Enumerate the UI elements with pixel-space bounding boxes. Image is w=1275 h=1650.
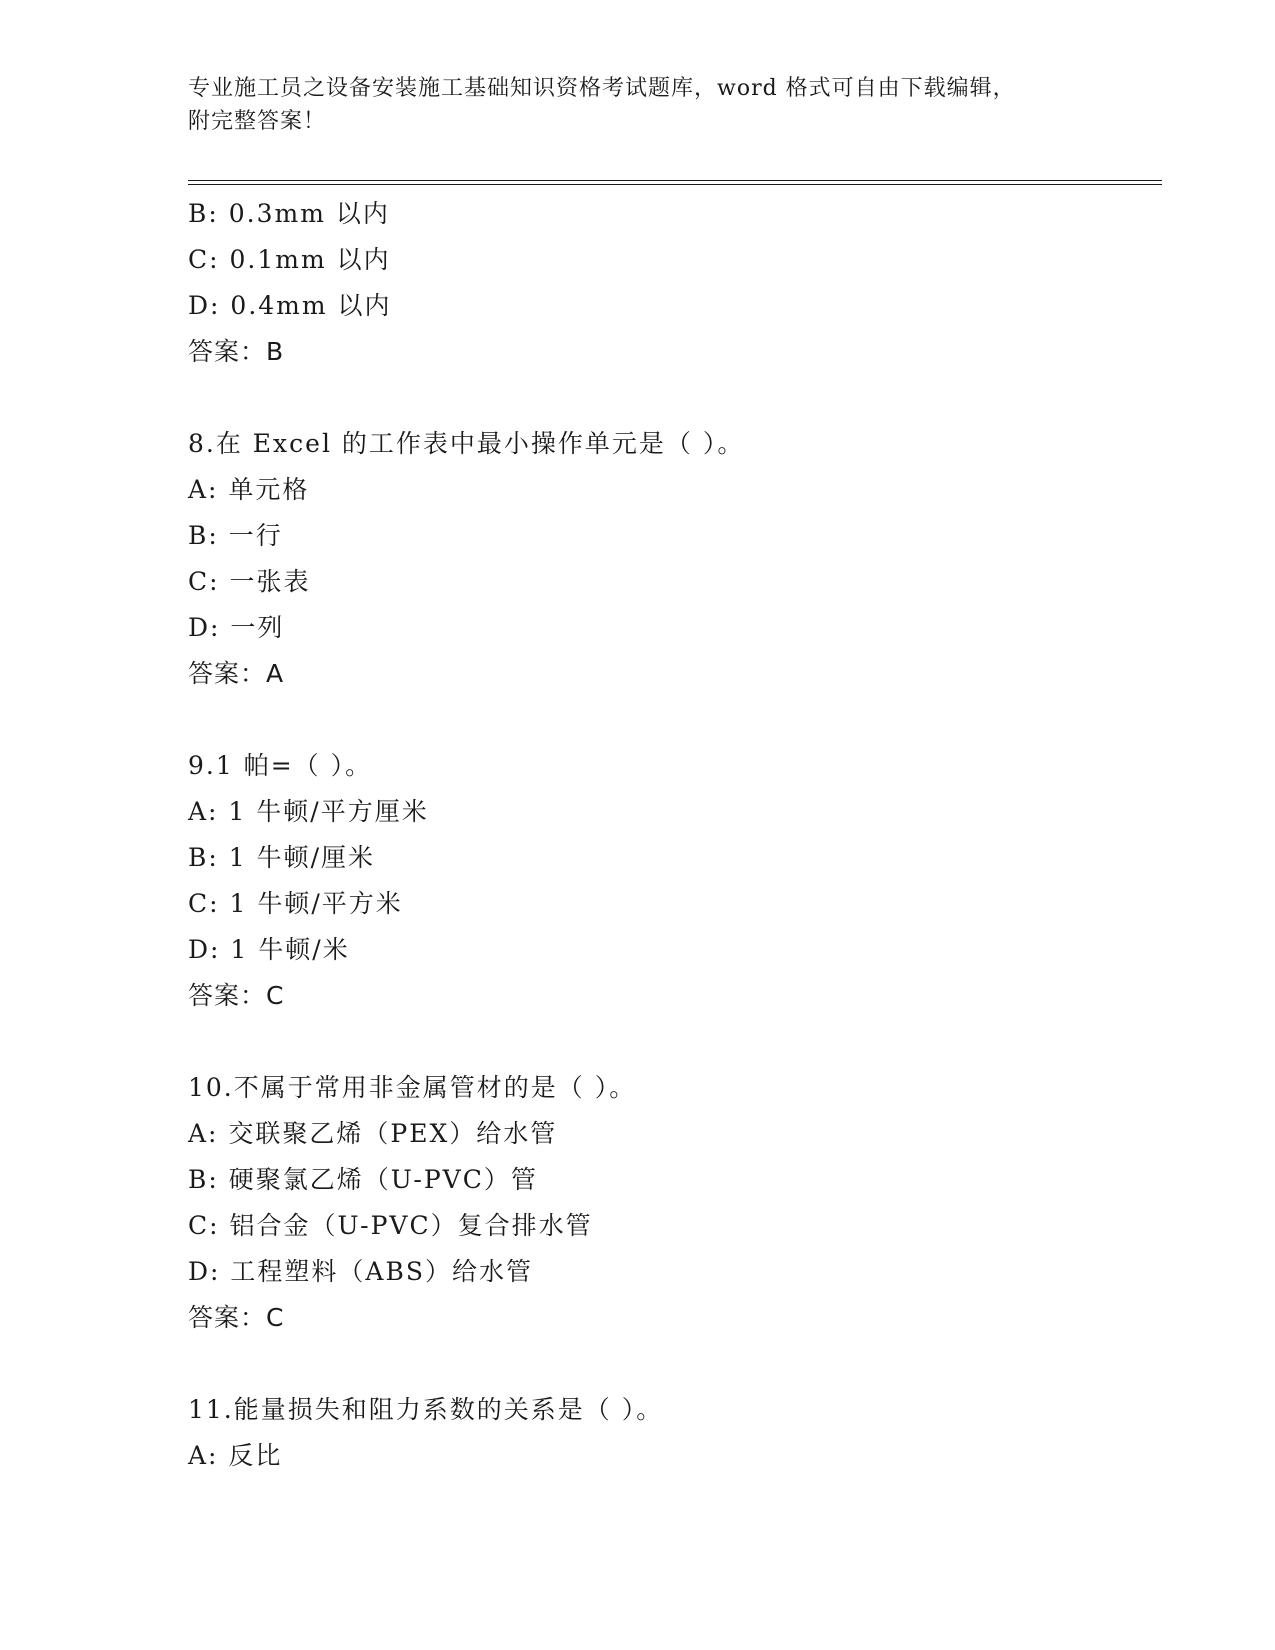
answer: 答案：A: [188, 659, 285, 688]
answer: 答案：C: [188, 1303, 285, 1332]
document-header: [188, 72, 1088, 138]
question-9: [188, 743, 1148, 1019]
question-stem: 9.1 帕=（ ）。: [188, 751, 373, 780]
option-a: A: 单元格: [188, 475, 310, 504]
option-d: D: 1 牛顿/米: [188, 935, 350, 964]
header-line-2: 附完整答案！: [188, 109, 327, 134]
option-b: B: 0.3mm 以内: [188, 199, 390, 228]
option-b: B: 1 牛顿/厘米: [188, 843, 376, 872]
option-a: A: 1 牛顿/平方厘米: [188, 797, 429, 826]
option-d: D: 工程塑料（ABS）给水管: [188, 1257, 533, 1286]
header-divider-bottom: [188, 184, 1162, 185]
question-7-continuation: [188, 191, 1148, 375]
question-list: [188, 191, 1148, 1479]
header-line-1: 专业施工员之设备安装施工基础知识资格考试题库，word 格式可自由下载编辑，: [188, 76, 1016, 101]
question-stem: 11.能量损失和阻力系数的关系是（ ）。: [188, 1395, 664, 1424]
option-c: C: 0.1mm 以内: [188, 245, 391, 274]
question-8: [188, 421, 1148, 697]
question-stem: 8.在 Excel 的工作表中最小操作单元是（ ）。: [188, 429, 745, 458]
header-divider-top: [188, 180, 1162, 181]
question-10: [188, 1065, 1148, 1341]
option-d: D: 一列: [188, 613, 285, 642]
option-b: B: 一行: [188, 521, 283, 550]
question-11: [188, 1387, 1148, 1479]
option-a: A: 反比: [188, 1441, 283, 1470]
answer: 答案：C: [188, 981, 285, 1010]
answer: 答案：B: [188, 337, 285, 366]
option-c: C: 一张表: [188, 567, 311, 596]
option-c: C: 铝合金（U-PVC）复合排水管: [188, 1211, 593, 1240]
option-a: A: 交联聚乙烯（PEX）给水管: [188, 1119, 558, 1148]
option-d: D: 0.4mm 以内: [188, 291, 392, 320]
question-stem: 10.不属于常用非金属管材的是（ ）。: [188, 1073, 637, 1102]
option-c: C: 1 牛顿/平方米: [188, 889, 403, 918]
option-b: B: 硬聚氯乙烯（U-PVC）管: [188, 1165, 538, 1194]
